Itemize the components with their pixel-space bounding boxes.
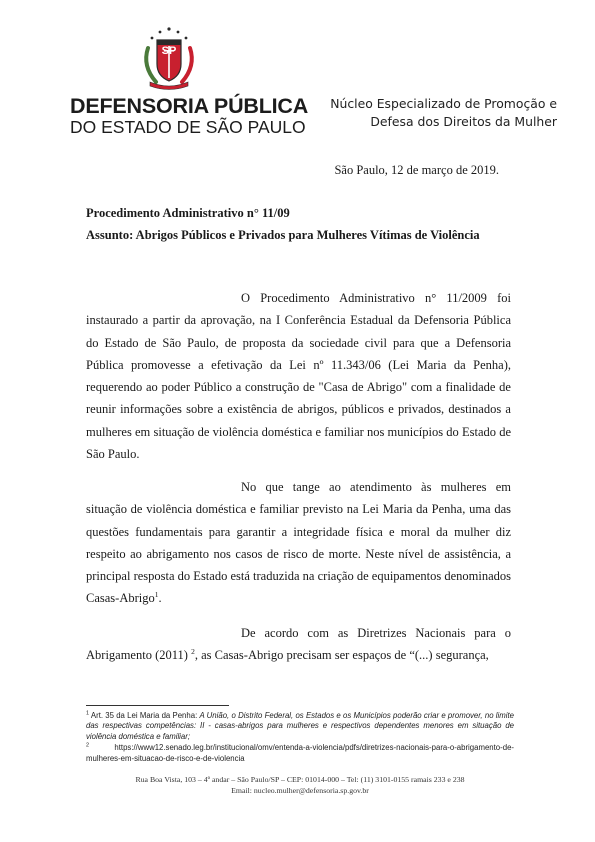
body-paragraph-1-text: O Procedimento Administrativo n° 11/2009 foi instaurado a partir da aprovação, na I Conferência Estadual da Defensoria Pública do Estado de São Paulo, de proposta da sociedade civil para que a Defensoria Pública promovesse a efetivação da Lei nº 11.343/06 (Lei Maria da Penha), requerendo ao poder Público a construção de "Casa de Abrigo" com a finalidade de reunir informações sobre a existência de abrigos, públicos e privados, destinados a mulheres em situação de violência doméstica e familiar nos municípios do Estado de São Paulo. [86,291,511,462]
body-paragraph-2 [86,476,511,610]
footnote-2 [86,743,514,764]
footnote-1 [86,711,514,742]
coat-of-arms-emblem [138,26,200,90]
footer-email[interactable]: Email: nucleo.mulher@defensoria.sp.gov.br [231,786,369,795]
unit-name-line1: Núcleo Especializado de Promoção e [330,96,557,111]
footnote-2-link[interactable]: https://www12.senado.leg.br/institucional/omv/entenda-a-violencia/pdfs/diretrizes-nacionais-para-o-abrigamento-de-mulheres-em-situacao-de-risco-e-de-violencia [86,743,514,763]
body-paragraph-2-text: No que tange ao atendimento às mulheres em situação de violência doméstica e familiar previsto na Lei Maria da Penha, uma das questões fundamentais para garantir a integridade física e moral da mulher diz respeito ao abrigamento nos casos de risco de morte. Neste nível de assistência, a principal resposta do Estado está traduzida na criação de equipamentos denominados Casas-Abrigo [86,480,511,606]
document-date: São Paulo, 12 de março de 2019. [334,163,499,177]
seal-letters: SP [161,45,177,57]
footnote-1-number: 1 [86,710,90,717]
footer-address: Rua Boa Vista, 103 – 4º andar – São Paulo/SP – CEP: 01014-000 – Tel: (11) 3101-0155 ramais 233 e 238 [135,775,465,784]
footnote-2-number: 2 [86,742,90,749]
footnote-ref-2[interactable]: 2 [191,647,195,657]
body-paragraph-3-end: , as Casas-Abrigo precisam ser espaços de “(...) segurança, [194,648,489,663]
footnote-1-quote: A União, o Distrito Federal, os Estados e os Municípios poderão criar e promover, no limite das respectivas competências: II - casas-abrigos para mulheres e respectivos dependentes menores em situação de violência doméstica e familiar; [86,711,514,741]
footnote-divider [86,705,229,706]
org-name-line2: DO ESTADO DE SÃO PAULO [70,117,306,137]
footnote-1-lead: Art. 35 da Lei Maria da Penha: [89,711,200,720]
unit-name [307,95,557,131]
subject-line: Assunto: Abrigos Públicos e Privados para Mulheres Vítimas de Violência [86,228,480,242]
org-name-line1: DEFENSORIA PÚBLICA [70,94,309,118]
footnotes [86,711,514,765]
body-paragraph-2-end: . [158,591,162,606]
page-footer [86,774,514,796]
body-paragraph-3-start: De acordo com as Diretrizes Nacionais para o Abrigamento (2011) [86,626,511,663]
footnote-ref-1[interactable]: 1 [154,590,159,600]
unit-name-line2: Defesa dos Direitos da Mulher [370,114,557,129]
body-paragraph-3 [86,622,511,667]
body-paragraph-1 [86,287,511,465]
procedure-number: Procedimento Administrativo n° 11/09 [86,206,290,220]
